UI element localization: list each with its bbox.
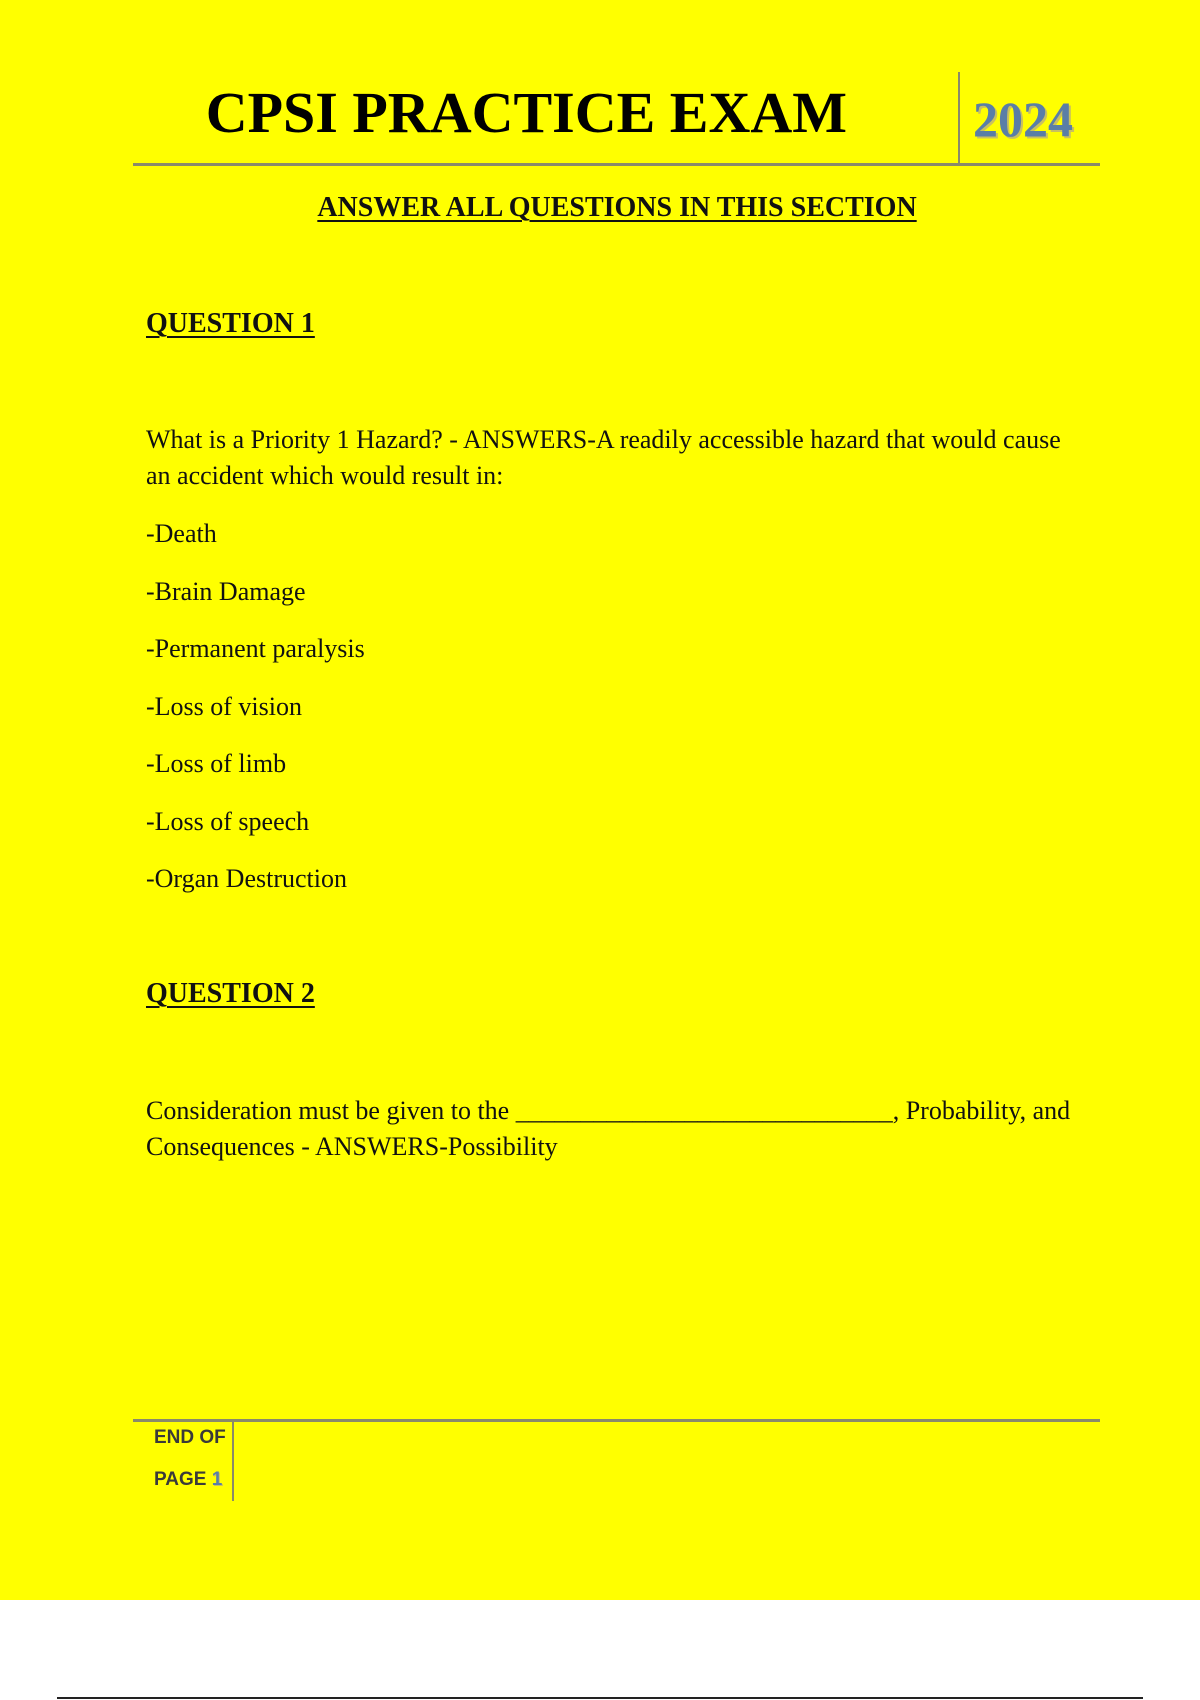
list-item: -Loss of speech xyxy=(146,806,310,836)
list-item: -Organ Destruction xyxy=(146,864,347,893)
question-1-text: What is a Priority 1 Hazard? - ANSWERS-A readily accessible hazard that would cause an accident which would result in: xyxy=(146,425,1061,490)
footer-rule xyxy=(133,1419,1100,1422)
list-item: -Death xyxy=(146,519,217,548)
question-1-answer-list xyxy=(146,516,365,919)
footer-page-prefix: PAGE xyxy=(154,1469,207,1490)
exam-year: 2024 xyxy=(973,91,1073,147)
question-2-text: Consideration must be given to the _____________________________, Probability, and Consequences - ANSWERS-Possibility xyxy=(146,1096,1071,1161)
question-2-heading: QUESTION 2 xyxy=(146,978,315,1009)
header-rule xyxy=(133,163,1100,166)
question-1-heading: QUESTION 1 xyxy=(146,308,315,339)
page-title: CPSI PRACTICE EXAM xyxy=(205,80,847,145)
list-item: -Loss of limb xyxy=(146,749,287,778)
header-divider xyxy=(958,72,960,164)
bottom-rule xyxy=(57,1697,1143,1699)
list-item: -Loss of vision xyxy=(146,691,302,721)
footer-divider xyxy=(232,1421,234,1501)
page-header xyxy=(133,72,1100,164)
page-number: 1 xyxy=(211,1469,223,1490)
footer-end-of: END OF xyxy=(154,1427,226,1448)
list-item: -Brain Damage xyxy=(146,576,306,606)
footer-page-label xyxy=(154,1470,222,1489)
section-heading: ANSWER ALL QUESTIONS IN THIS SECTION xyxy=(317,192,917,223)
list-item: -Permanent paralysis xyxy=(146,634,365,663)
